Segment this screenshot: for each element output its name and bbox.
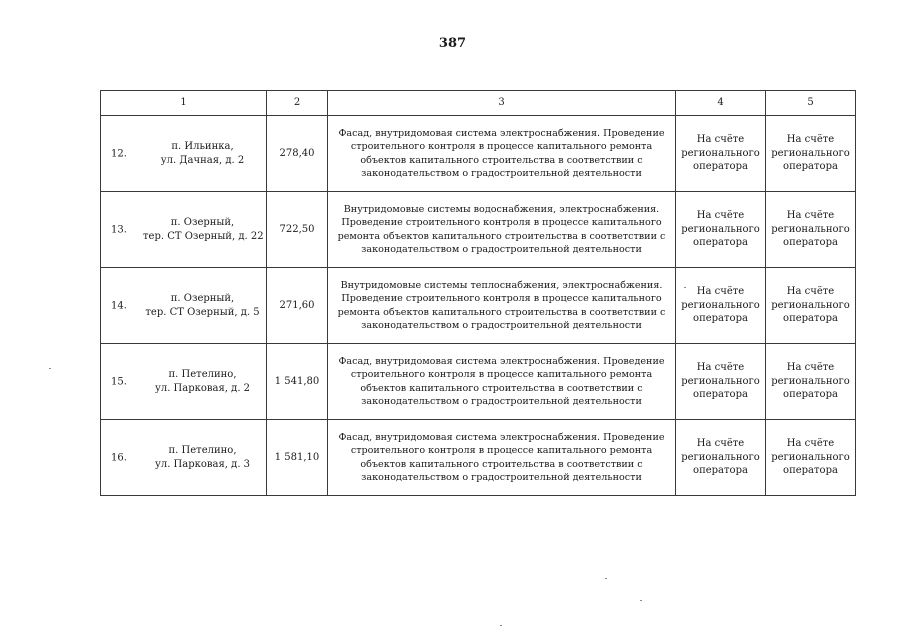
address-locality: п. Озерный, (170, 293, 235, 304)
address (143, 140, 262, 167)
scan-speck (684, 287, 686, 288)
address-cell (101, 192, 267, 268)
scan-speck (500, 625, 502, 626)
address (143, 216, 262, 243)
col4-cell: На счёте регионального оператора (676, 420, 766, 496)
works-cell: Фасад, внутридомовая система электроснабжения. Проведение строительного контроля в процессе капитального ремонта объектов капитального строительства в соответствии с законодательством о градостроительной деятельности (328, 344, 676, 420)
works-cell: Внутридомовые системы водоснабжения, электроснабжения. Проведение строительного контроля в процессе капитального ремонта объектов капитального строительства в соответствии с законодательством о градостроительной деятельности (328, 192, 676, 268)
address-locality: п. Петелино, (168, 445, 237, 456)
table-row (101, 268, 856, 344)
scan-speck (605, 578, 607, 579)
address-street: тер. СТ Озерный, д. 22 (143, 230, 264, 242)
table-row (101, 116, 856, 192)
table-row (101, 344, 856, 420)
address-cell (101, 420, 267, 496)
col4-cell: На счёте регионального оператора (676, 268, 766, 344)
address-street: ул. Дачная, д. 2 (160, 154, 245, 166)
address-locality: п. Ильинка, (171, 141, 234, 152)
address-street: ул. Парковая, д. 3 (154, 458, 251, 470)
header-col-4: 4 (676, 91, 766, 116)
address-cell (101, 344, 267, 420)
area-cell: 1 541,80 (267, 344, 328, 420)
area-cell: 722,50 (267, 192, 328, 268)
row-number: 16. (111, 451, 127, 463)
col4-cell: На счёте регионального оператора (676, 116, 766, 192)
area-cell: 278,40 (267, 116, 328, 192)
area-cell: 1 581,10 (267, 420, 328, 496)
col5-cell: На счёте регионального оператора (766, 268, 856, 344)
address (143, 292, 262, 319)
col4-cell: На счёте регионального оператора (676, 344, 766, 420)
header-col-3: 3 (328, 91, 676, 116)
address-street: тер. СТ Озерный, д. 5 (145, 306, 260, 318)
works-table (100, 90, 856, 496)
header-col-5: 5 (766, 91, 856, 116)
page-number: 387 (438, 36, 467, 51)
row-number: 12. (111, 147, 127, 159)
address-locality: п. Петелино, (168, 369, 237, 380)
col5-cell: На счёте регионального оператора (766, 420, 856, 496)
header-col-2: 2 (267, 91, 328, 116)
address-street: ул. Парковая, д. 2 (154, 382, 251, 394)
address-locality: п. Озерный, (170, 217, 235, 228)
table-header-row (101, 91, 856, 116)
scan-speck (49, 368, 51, 369)
row-number: 14. (111, 299, 127, 311)
area-cell: 271,60 (267, 268, 328, 344)
works-cell: Фасад, внутридомовая система электроснабжения. Проведение строительного контроля в процессе капитального ремонта объектов капитального строительства в соответствии с законодательством о градостроительной деятельности (328, 116, 676, 192)
col5-cell: На счёте регионального оператора (766, 192, 856, 268)
works-cell: Внутридомовые системы теплоснабжения, электроснабжения. Проведение строительного контроля в процессе капитального ремонта объектов капитального строительства в соответствии с законодательством о градостроительной деятельности (328, 268, 676, 344)
header-col-1: 1 (101, 91, 267, 116)
address (143, 368, 262, 395)
table-row (101, 192, 856, 268)
address-cell (101, 268, 267, 344)
row-number: 13. (111, 223, 127, 235)
scan-speck (640, 600, 642, 601)
address (143, 444, 262, 471)
row-number: 15. (111, 375, 127, 387)
col5-cell: На счёте регионального оператора (766, 116, 856, 192)
col5-cell: На счёте регионального оператора (766, 344, 856, 420)
address-cell (101, 116, 267, 192)
table-row (101, 420, 856, 496)
col4-cell: На счёте регионального оператора (676, 192, 766, 268)
works-cell: Фасад, внутридомовая система электроснабжения. Проведение строительного контроля в процессе капитального ремонта объектов капитального строительства в соответствии с законодательством о градостроительной деятельности (328, 420, 676, 496)
